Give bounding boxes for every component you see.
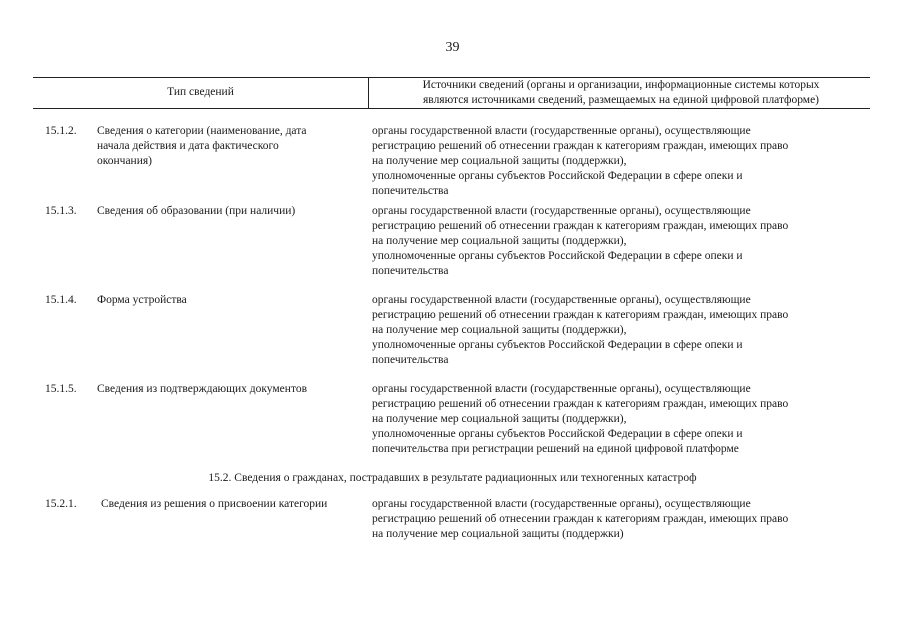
source-line: уполномоченные органы субъектов Российской Федерации в сфере опеки и — [372, 250, 743, 262]
row-sources — [372, 497, 852, 542]
header-sources-line: Источники сведений (органы и организации, информационные системы которых — [422, 79, 820, 91]
source-line: на получение мер социальной защиты (поддержки), — [372, 413, 627, 425]
row-type — [97, 293, 352, 308]
source-line: попечительства — [372, 354, 449, 366]
type-line: начала действия и дата фактического — [97, 140, 279, 152]
row-sources — [372, 124, 852, 199]
row-type — [97, 204, 352, 219]
source-line: регистрацию решений об отнесении граждан к категориям граждан, имеющих право — [372, 140, 789, 152]
section-heading: 15.2. Сведения о гражданах, пострадавших в результате радиационных или техногенных катастроф — [208, 472, 697, 484]
source-line: органы государственной власти (государственные органы), осуществляющие — [372, 294, 751, 306]
type-line: Сведения из решения о присвоении категории — [101, 498, 328, 510]
source-line: на получение мер социальной защиты (поддержки), — [372, 235, 627, 247]
type-line: Сведения об образовании (при наличии) — [97, 205, 296, 217]
source-line: попечительства — [372, 265, 449, 277]
source-line: уполномоченные органы субъектов Российской Федерации в сфере опеки и — [372, 339, 743, 351]
source-line: на получение мер социальной защиты (поддержки), — [372, 324, 627, 336]
source-line: органы государственной власти (государственные органы), осуществляющие — [372, 125, 751, 137]
source-line: попечительства при регистрации решений на единой цифровой платформе — [372, 443, 739, 455]
source-line: регистрацию решений об отнесении граждан к категориям граждан, имеющих право — [372, 309, 789, 321]
row-type — [101, 497, 356, 512]
source-line: попечительства — [372, 185, 449, 197]
row-number: 15.1.3. — [45, 205, 77, 217]
page-number: 39 — [445, 40, 460, 55]
header-sources-line: являются источниками сведений, размещаемых на единой цифровой платформе) — [423, 94, 819, 106]
header-bottom-rule — [33, 108, 870, 109]
header-type-column: Тип сведений — [167, 86, 234, 98]
type-line: Сведения из подтверждающих документов — [97, 383, 307, 395]
source-line: органы государственной власти (государственные органы), осуществляющие — [372, 498, 751, 510]
source-line: уполномоченные органы субъектов Российской Федерации в сфере опеки и — [372, 170, 743, 182]
row-number: 15.1.5. — [45, 383, 77, 395]
header-sources-column — [372, 78, 870, 108]
row-sources — [372, 204, 852, 279]
type-line: окончания) — [97, 155, 152, 167]
row-sources — [372, 293, 852, 368]
row-number: 15.1.4. — [45, 294, 77, 306]
source-line: органы государственной власти (государственные органы), осуществляющие — [372, 205, 751, 217]
row-type — [97, 382, 352, 397]
source-line: органы государственной власти (государственные органы), осуществляющие — [372, 383, 751, 395]
source-line: регистрацию решений об отнесении граждан к категориям граждан, имеющих право — [372, 398, 789, 410]
type-line: Сведения о категории (наименование, дата — [97, 125, 307, 137]
header-column-separator — [368, 77, 369, 108]
row-number: 15.2.1. — [45, 498, 77, 510]
source-line: уполномоченные органы субъектов Российской Федерации в сфере опеки и — [372, 428, 743, 440]
source-line: регистрацию решений об отнесении граждан к категориям граждан, имеющих право — [372, 513, 789, 525]
row-sources — [372, 382, 852, 457]
row-type — [97, 124, 352, 169]
source-line: на получение мер социальной защиты (поддержки) — [372, 528, 624, 540]
source-line: на получение мер социальной защиты (поддержки), — [372, 155, 627, 167]
row-number: 15.1.2. — [45, 125, 77, 137]
type-line: Форма устройства — [97, 294, 187, 306]
source-line: регистрацию решений об отнесении граждан к категориям граждан, имеющих право — [372, 220, 789, 232]
